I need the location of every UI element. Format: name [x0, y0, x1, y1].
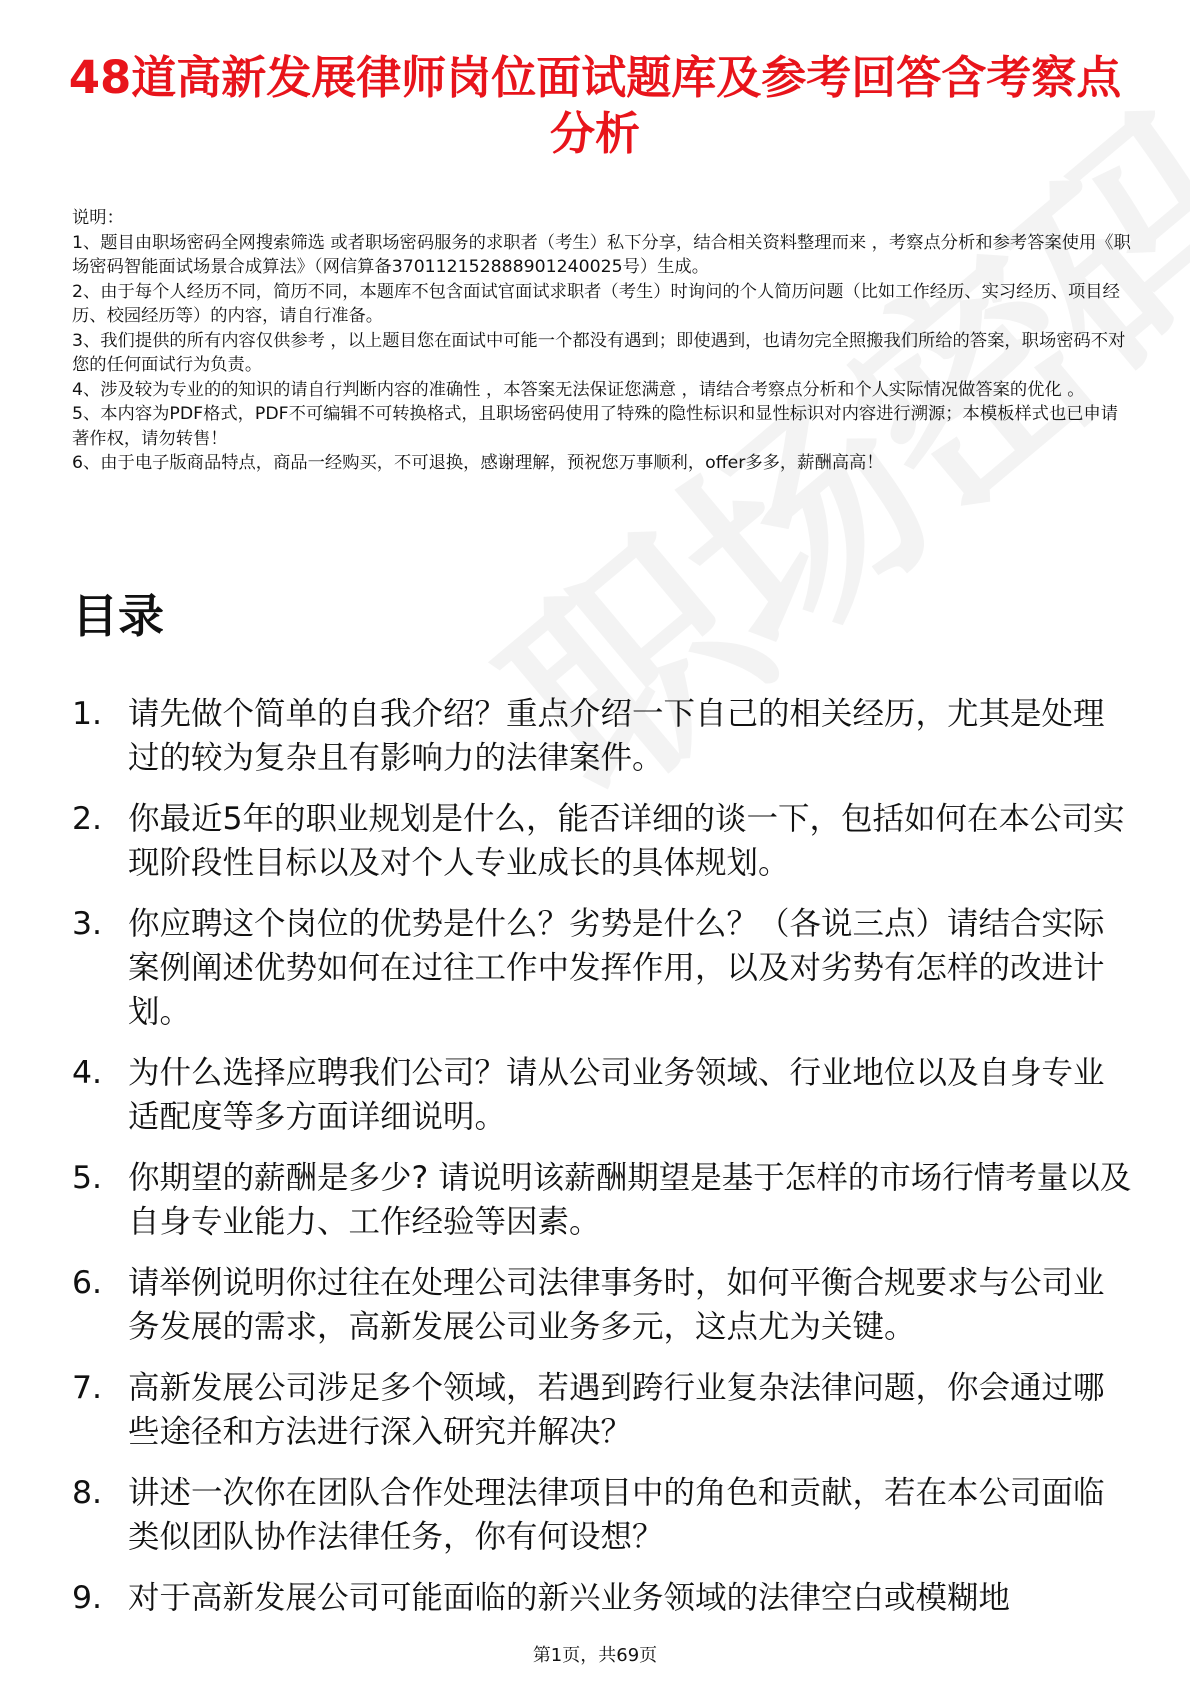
note-item: 4、涉及较为专业的的知识的请自行判断内容的准确性 ，本答案无法保证您满意 ，请结合考察点分析和个人实际情况做答案的优化 。 — [72, 379, 1085, 400]
toc-item-number: 2. — [72, 801, 103, 837]
note-item: 5、本内容为PDF格式，PDF不可编辑不可转换格式，且职场密码使用了特殊的隐性标识和显性标识对内容进行溯源；本模板样式也已申请著作权，请勿转售！ — [72, 404, 1119, 449]
toc-item-number: 3. — [72, 906, 103, 942]
toc-item-number: 6. — [72, 1265, 103, 1301]
document-title: 48道高新发展律师岗位面试题库及参考回答含考察点分析 — [68, 51, 1122, 160]
toc-heading: 目录 — [72, 589, 164, 643]
toc-item-text: 高新发展公司涉足多个领域，若遇到跨行业复杂法律问题，你会通过哪些途径和方法进行深入研究并解决？ — [128, 1370, 1105, 1450]
toc-item-number: 9. — [72, 1580, 103, 1616]
note-item: 2、由于每个人经历不同，简历不同，本题库不包含面试官面试求职者（考生）时询问的个人简历问题（比如工作经历、实习经历、项目经历、校园经历等）的内容，请自行准备。 — [72, 281, 1120, 326]
toc-item[interactable] — [72, 902, 1132, 1034]
toc-list — [72, 692, 1132, 1637]
toc-item[interactable] — [72, 1576, 1132, 1620]
toc-item-number: 1. — [72, 696, 103, 732]
toc-item-text: 讲述一次你在团队合作处理法律项目中的角色和贡献，若在本公司面临类似团队协作法律任务，你有何设想？ — [128, 1475, 1105, 1555]
page-footer: 第1页，共69页 — [532, 1645, 658, 1666]
toc-item-text: 请举例说明你过往在处理公司法律事务时，如何平衡合规要求与公司业务发展的需求，高新发展公司业务多元，这点尤为关键。 — [128, 1265, 1105, 1345]
toc-item[interactable] — [72, 1366, 1132, 1454]
note-item: 6、由于电子版商品特点，商品一经购买，不可退换，感谢理解，预祝您万事顺利，offer多多，薪酬高高！ — [72, 453, 884, 473]
toc-item-number: 7. — [72, 1370, 103, 1406]
toc-item-text: 你应聘这个岗位的优势是什么？劣势是什么？（各说三点）请结合实际案例阐述优势如何在过往工作中发挥作用，以及对劣势有怎样的改进计划。 — [128, 906, 1105, 1030]
toc-item[interactable] — [72, 692, 1132, 780]
toc-item-text: 请先做个简单的自我介绍？重点介绍一下自己的相关经历，尤其是处理过的较为复杂且有影响力的法律案件。 — [128, 696, 1105, 776]
toc-item-text: 你最近5年的职业规划是什么，能否详细的谈一下，包括如何在本公司实现阶段性目标以及对个人专业成长的具体规划。 — [128, 801, 1125, 881]
note-item: 3、我们提供的所有内容仅供参考 ，以上题目您在面试中可能一个都没有遇到；即使遇到，也请勿完全照搬我们所给的答案，职场密码不对您的任何面试行为负责。 — [72, 330, 1126, 375]
toc-item[interactable] — [72, 1051, 1132, 1139]
note-item: 1、题目由职场密码全网搜索筛选 或者职场密码服务的求职者（考生）私下分享，结合相关资料整理而来 ，考察点分析和参考答案使用《职场密码智能面试场景合成算法》（网信算备370112152888901240025号）生成。 — [72, 232, 1131, 277]
notes-heading: 说明： — [72, 208, 124, 228]
toc-item-number: 4. — [72, 1055, 103, 1091]
toc-item[interactable] — [72, 1156, 1132, 1244]
toc-item[interactable] — [72, 797, 1132, 885]
toc-item-text: 对于高新发展公司可能面临的新兴业务领域的法律空白或模糊地 — [128, 1580, 1011, 1616]
toc-item-text: 你期望的薪酬是多少? 请说明该薪酬期望是基于怎样的市场行情考量以及自身专业能力、工作经验等因素。 — [128, 1160, 1132, 1240]
toc-item[interactable] — [72, 1261, 1132, 1349]
toc-item-number: 5. — [72, 1160, 103, 1196]
toc-item-text: 为什么选择应聘我们公司？请从公司业务领域、行业地位以及自身专业适配度等多方面详细说明。 — [128, 1055, 1105, 1135]
toc-item-number: 8. — [72, 1475, 103, 1511]
notes-section — [72, 206, 1132, 476]
toc-item[interactable] — [72, 1471, 1132, 1559]
